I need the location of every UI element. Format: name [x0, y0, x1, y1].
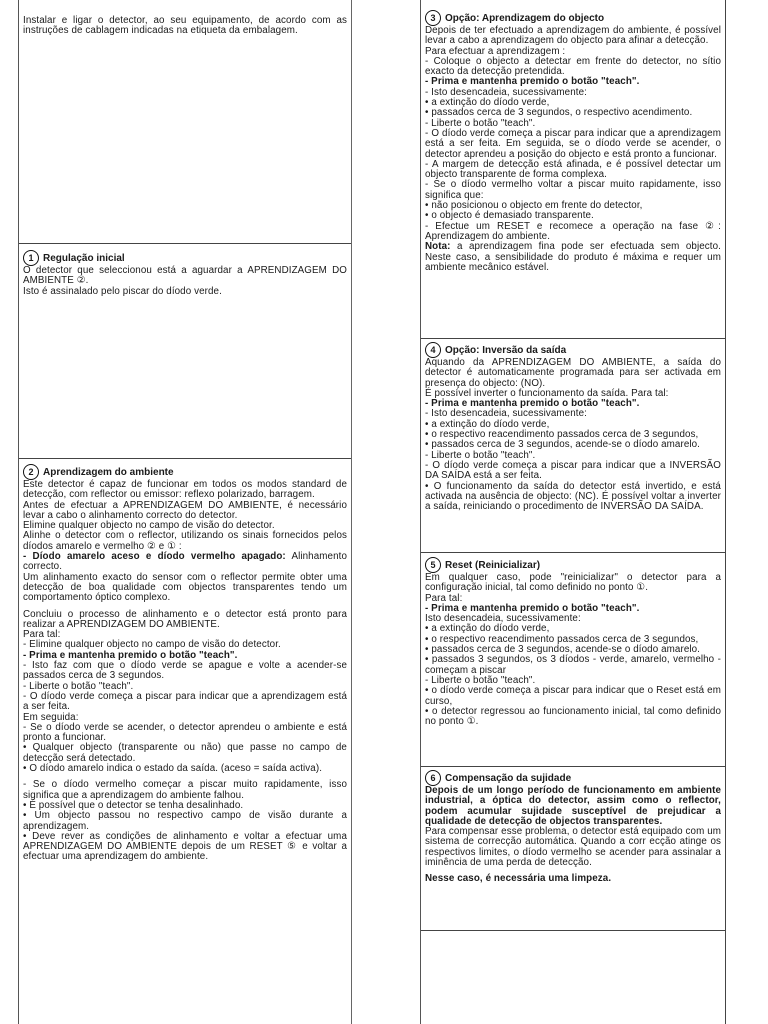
- paragraph: Aquando da APRENDIZAGEM DO AMBIENTE, a saída do detector é automaticamente programada para ser activada em presença do objecto: (NO).: [425, 357, 721, 389]
- paragraph: - Se o díodo vermelho voltar a piscar muito rapidamente, isso significa que:: [425, 179, 721, 201]
- paragraph: • passados cerca de 3 segundos, o respectivo acendimento.: [425, 107, 693, 119]
- divider: [19, 458, 351, 459]
- paragraph: Depois de ter efectuado a aprendizagem do ambiente, é possível levar a cabo a aprendizagem do objecto para afinar a detecção.: [425, 25, 721, 47]
- paragraph: - Se o díodo vermelho começar a piscar muito rapidamente, isso significa que a aprendizagem do ambiente falhou.: [23, 779, 347, 801]
- paragraph: - Isto desencadeia, sucessivamente:: [425, 86, 587, 98]
- paragraph: • o respectivo reacendimento passados cerca de 3 segundos,: [425, 429, 699, 441]
- section-title: Opção: Inversão da saída: [445, 344, 567, 356]
- paragraph: • o respectivo reacendimento passados cerca de 3 segundos,: [425, 633, 699, 645]
- divider: [421, 930, 725, 931]
- bold-instruction: - Prima e mantenha premido o botão "teach".: [425, 602, 640, 614]
- bold-instruction: - Prima e mantenha premido o botão "teach".: [425, 398, 640, 410]
- paragraph: - Se o díodo verde se acender, o detector aprendeu o ambiente e está pronto a funcionar.: [23, 721, 347, 744]
- final-warning: Nesse caso, é necessária uma limpeza.: [425, 873, 612, 885]
- paragraph: • o díodo verde começa a piscar para indicar que o Reset está em curso,: [425, 685, 721, 707]
- paragraph: - A margem de detecção está afinada, e é possível detectar um objecto transparente de forma complexa.: [425, 158, 721, 181]
- paragraph: - O díodo verde começa a piscar para indicar que a aprendizagem está a ser feita. Em seguida, se o díodo verde se acender, o detector aprendeu a posição do objecto e está pronto a funcionar.: [425, 127, 721, 160]
- section-initial-setup: [23, 250, 347, 297]
- paragraph: Para compensar esse problema, o detector está equipado com um sistema de correcção automática. Quando a corr ecção atinge os respectivos limites, o díodo vermelho se acender para assinalar a iminência de uma perda de detecção.: [425, 826, 721, 869]
- paragraph: Isto é assinalado pelo piscar do díodo verde.: [23, 285, 222, 297]
- step-number-badge: 3: [425, 10, 441, 26]
- paragraph: - Isto desencadeia, sucessivamente:: [425, 408, 587, 420]
- section-output-inversion: [425, 342, 721, 512]
- section-title: Aprendizagem do ambiente: [43, 466, 174, 478]
- bold-instruction: - Prima e mantenha premido o botão "teach".: [425, 76, 640, 88]
- note-paragraph: [425, 242, 721, 273]
- paragraph: O detector que seleccionou está a aguardar a APRENDIZAGEM DO AMBIENTE ②.: [23, 265, 347, 287]
- right-column: [420, 0, 726, 1024]
- section-title: Reset (Reinicializar): [445, 559, 541, 571]
- paragraph: • É possível que o detector se tenha desalinhado.: [23, 799, 244, 811]
- paragraph: • passados cerca de 3 segundos, acende-se o díodo amarelo.: [425, 439, 701, 451]
- paragraph: Depois de um longo período de funcionamento em ambiente industrial, a óptica do detector, assim como o reflector, podem acumular sujidade susceptível de prejudicar a qualidade de detecção de objectos transparentes.: [425, 785, 721, 827]
- section-title: Regulação inicial: [43, 252, 125, 264]
- paragraph: • o objecto é demasiado transparente.: [425, 210, 594, 222]
- section-dirt-compensation: [425, 770, 721, 885]
- paragraph: - Liberte o botão "teach".: [425, 449, 536, 461]
- section-object-learning: [425, 10, 721, 273]
- step-number-badge: 5: [425, 557, 441, 573]
- paragraph: - O díodo verde começa a piscar para indicar que a INVERSÃO DA SAÍDA está a ser feita.: [425, 459, 721, 482]
- paragraph: • a extinção do díodo verde,: [425, 418, 550, 430]
- paragraph: Um alinhamento exacto do sensor com o reflector permite obter uma detecção de boa qualidade com objectos transparentes tendo um comportamento óptico complexo.: [23, 571, 347, 604]
- section-heading: [23, 250, 347, 266]
- paragraph: - Coloque o objecto a detectar em frente do detector, no sítio exacto da detecção pretendida.: [425, 55, 721, 78]
- section-heading: [425, 557, 721, 573]
- section-heading: [425, 342, 721, 358]
- section-heading: [425, 770, 721, 786]
- paragraph: - Liberte o botão "teach".: [23, 680, 134, 692]
- paragraph: • Qualquer objecto (transparente ou não) que passe no campo de detecção será detectado.: [23, 742, 347, 764]
- paragraph: Em seguida:: [23, 711, 79, 723]
- paragraph: - Liberte o botão "teach".: [425, 117, 536, 129]
- paragraph: • passados 3 segundos, os 3 díodos - verde, amarelo, vermelho - começam a piscar: [425, 654, 721, 676]
- section-title: Opção: Aprendizagem do objecto: [445, 12, 605, 24]
- paragraph: Para efectuar a aprendizagem :: [425, 45, 566, 57]
- instruction-result: Alinhamento correcto.: [23, 551, 347, 573]
- step-number-badge: 1: [23, 250, 39, 266]
- paragraph: • a extinção do díodo verde,: [425, 97, 550, 109]
- bold-instruction: - Díodo amarelo aceso e díodo vermelho apagado:: [23, 551, 286, 563]
- paragraph: Isto desencadeia, sucessivamente:: [425, 613, 581, 625]
- paragraph: Para tal:: [425, 592, 463, 604]
- paragraph: - O díodo verde começa a piscar para indicar que a aprendizagem está a ser feita.: [23, 690, 347, 713]
- section-reset: [425, 557, 721, 727]
- intro-section: [23, 16, 347, 37]
- note-text: a aprendizagem fina pode ser efectuada sem objecto. Neste caso, a sensibilidade do produto é máxima e requer um ambiente mecânico estável.: [425, 241, 721, 273]
- section-title: Compensação da sujidade: [445, 772, 572, 784]
- paragraph: É possível inverter o funcionamento da saída. Para tal:: [425, 387, 669, 399]
- divider: [421, 552, 725, 553]
- left-column: [18, 0, 352, 1024]
- paragraph: Em qualquer caso, pode "reinicializar" o detector para a configuração inicial, tal como definido no ponto ①.: [425, 572, 721, 594]
- paragraph: - Liberte o botão "teach".: [425, 674, 536, 686]
- paragraph: - Isto faz com que o díodo verde se apague e volte a acender-se passados cerca de 3 segundos.: [23, 660, 347, 682]
- paragraph: [23, 552, 347, 573]
- step-number-badge: 6: [425, 770, 441, 786]
- paragraph: Elimine qualquer objecto no campo de visão do detector.: [23, 520, 275, 532]
- paragraph: • a extinção do díodo verde,: [425, 623, 550, 635]
- paragraph: • Um objecto passou no respectivo campo de visão durante a aprendizagem.: [23, 810, 347, 832]
- section-environment-learning: [23, 464, 347, 863]
- paragraph: • O díodo amarelo indica o estado da saída. (aceso = saída activa).: [23, 763, 323, 775]
- step-number-badge: 2: [23, 464, 39, 480]
- section-heading: [23, 464, 347, 480]
- paragraph: • Deve rever as condições de alinhamento e voltar a efectuar uma APRENDIZAGEM DO AMBIENTE depois de um RESET ⑤ e voltar a efectuar uma aprendizagem do ambiente.: [23, 830, 347, 863]
- divider: [421, 766, 725, 767]
- paragraph: Para tal:: [23, 629, 61, 641]
- section-heading: [425, 10, 721, 26]
- paragraph: Este detector é capaz de funcionar em todos os modos standard de detecção, com reflector ou emissor: reflexo polarizado, barragem.: [23, 479, 347, 501]
- bold-instruction: - Prima e mantenha premido o botão "teach".: [23, 649, 238, 661]
- step-number-badge: 4: [425, 342, 441, 358]
- paragraph: - Efectue um RESET e recomece a operação na fase ②: Aprendizagem do ambiente.: [425, 220, 721, 242]
- divider: [19, 243, 351, 244]
- paragraph: • não posicionou o objecto em frente do detector,: [425, 200, 643, 212]
- paragraph: • o detector regressou ao funcionamento inicial, tal como definido no ponto ①.: [425, 705, 721, 728]
- paragraph: Alinhe o detector com o reflector, utilizando os sinais fornecidos pelos díodos amarelo e vermelho ② e ① :: [23, 530, 347, 552]
- intro-paragraph: Instalar e ligar o detector, ao seu equipamento, de acordo com as instruções de cablagem indicadas na etiqueta da embalagem.: [23, 15, 347, 37]
- paragraph: - Elimine qualquer objecto no campo de visão do detector.: [23, 639, 281, 651]
- paragraph: Antes de efectuar a APRENDIZAGEM DO AMBIENTE, é necessário levar a cabo o alinhamento correcto do detector.: [23, 499, 347, 521]
- divider: [421, 338, 725, 339]
- paragraph: • passados cerca de 3 segundos, acende-se o díodo amarelo.: [425, 644, 701, 656]
- paragraph: • O funcionamento da saída do detector está invertido, e está activada na ausência de objecto: (NC). É possível voltar a inverter a saída, reiniciando o procedimento de INVERSÃO DA SAÍDA.: [425, 480, 721, 513]
- paragraph: Concluiu o processo de alinhamento e o detector está pronto para realizar a APRENDIZAGEM DO AMBIENTE.: [23, 608, 347, 630]
- note-label: Nota:: [425, 241, 451, 253]
